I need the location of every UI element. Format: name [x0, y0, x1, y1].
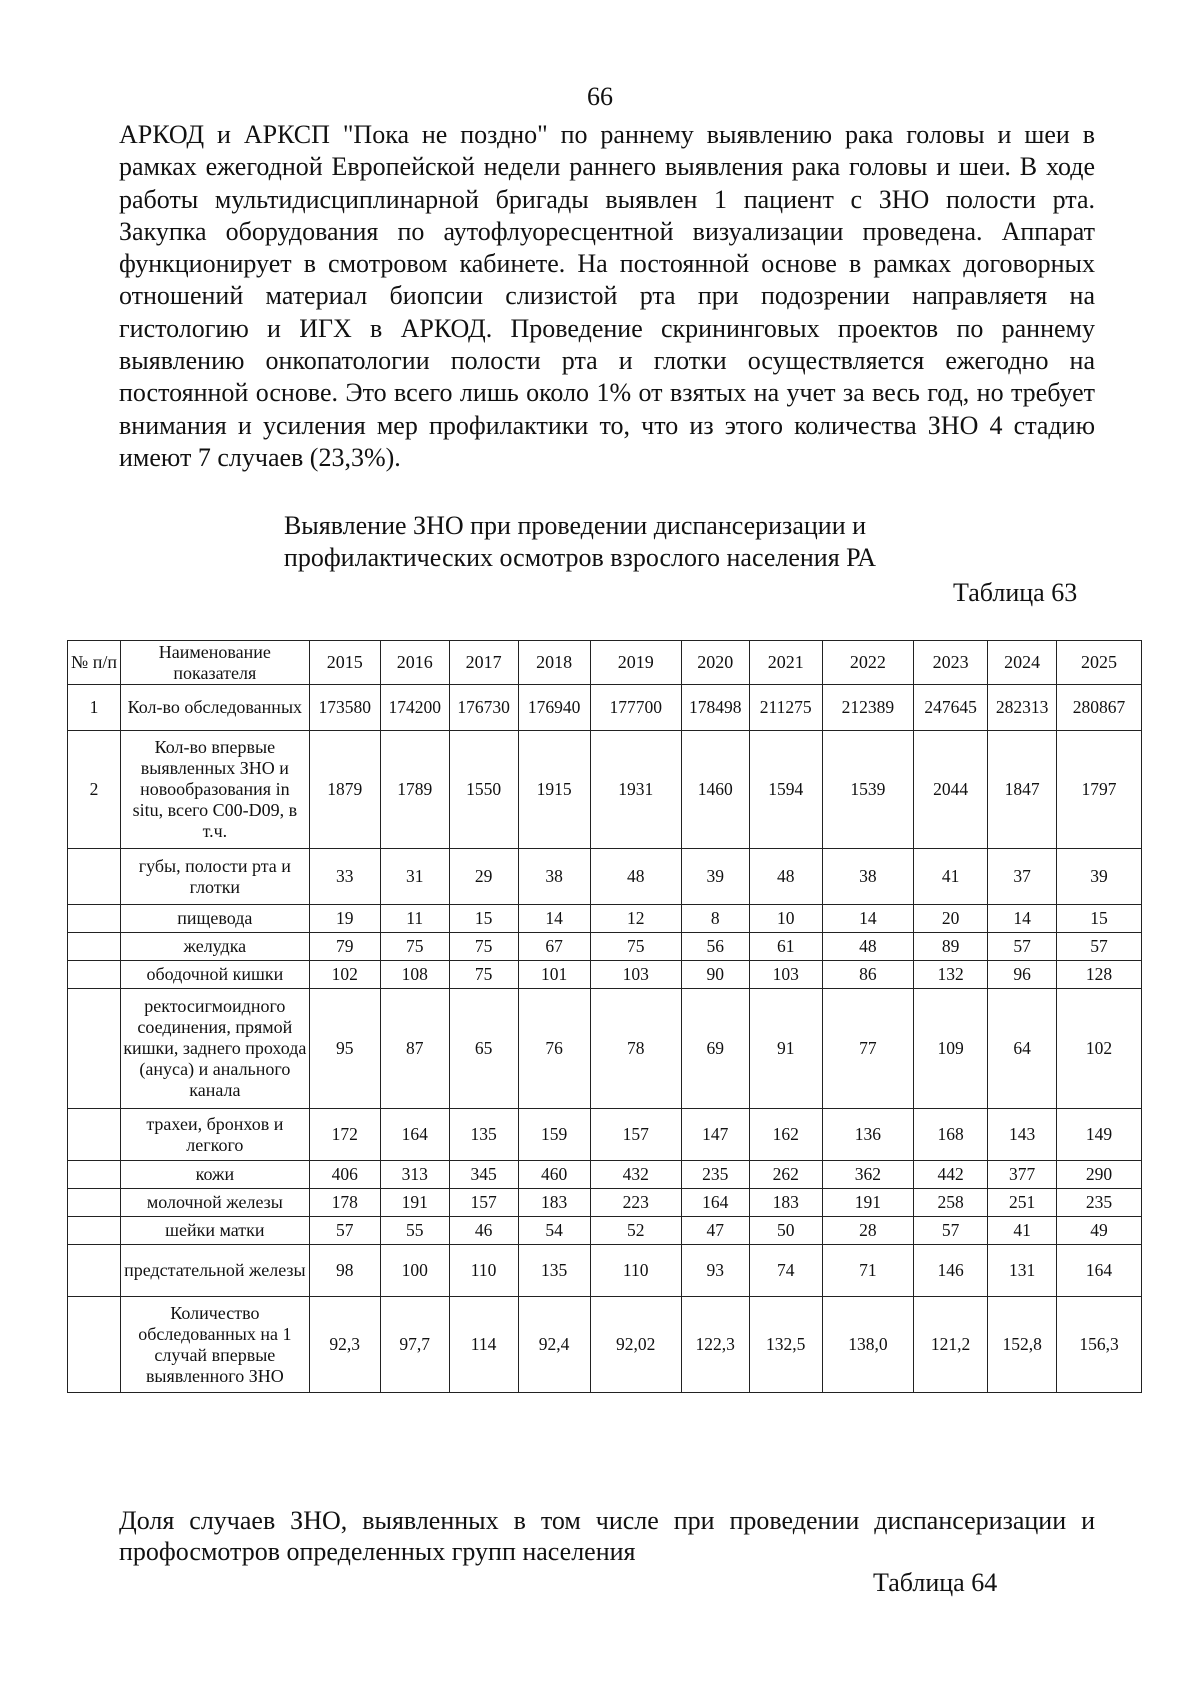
- value-cell: 77: [822, 989, 913, 1109]
- value-cell: 282313: [988, 685, 1057, 731]
- value-cell: 290: [1057, 1161, 1142, 1189]
- value-cell: 147: [681, 1109, 749, 1161]
- header-cell: 2015: [309, 641, 380, 685]
- value-cell: 460: [518, 1161, 590, 1189]
- indicator-name: трахеи, бронхов и легкого: [121, 1109, 310, 1161]
- value-cell: 164: [681, 1189, 749, 1217]
- value-cell: 1879: [309, 731, 380, 849]
- row-number: [68, 1189, 121, 1217]
- value-cell: 15: [1057, 905, 1142, 933]
- value-cell: 1789: [380, 731, 449, 849]
- value-cell: 128: [1057, 961, 1142, 989]
- value-cell: 177700: [590, 685, 681, 731]
- value-cell: 132,5: [749, 1297, 822, 1393]
- value-cell: 191: [380, 1189, 449, 1217]
- table-row: [68, 731, 1142, 849]
- value-cell: 98: [309, 1245, 380, 1297]
- value-cell: 1539: [822, 731, 913, 849]
- row-number: [68, 989, 121, 1109]
- value-cell: 28: [822, 1217, 913, 1245]
- value-cell: 93: [681, 1245, 749, 1297]
- value-cell: 46: [449, 1217, 518, 1245]
- value-cell: 1915: [518, 731, 590, 849]
- value-cell: 178498: [681, 685, 749, 731]
- value-cell: 122,3: [681, 1297, 749, 1393]
- value-cell: 109: [913, 989, 987, 1109]
- value-cell: 103: [749, 961, 822, 989]
- value-cell: 48: [749, 849, 822, 905]
- value-cell: 89: [913, 933, 987, 961]
- value-cell: 50: [749, 1217, 822, 1245]
- row-number: [68, 1109, 121, 1161]
- value-cell: 57: [988, 933, 1057, 961]
- indicator-name: ободочной кишки: [121, 961, 310, 989]
- table-caption-line2: профилактических осмотров взрослого населения РА: [283, 543, 877, 572]
- value-cell: 76: [518, 989, 590, 1109]
- value-cell: 38: [518, 849, 590, 905]
- value-cell: 10: [749, 905, 822, 933]
- body-paragraph-2: Доля случаев ЗНО, выявленных в том числе при проведении диспансеризации и профосмотров определенных групп населения: [119, 1506, 1095, 1566]
- value-cell: 103: [590, 961, 681, 989]
- value-cell: 78: [590, 989, 681, 1109]
- value-cell: 64: [988, 989, 1057, 1109]
- value-cell: 235: [681, 1161, 749, 1189]
- indicator-name: молочной железы: [121, 1189, 310, 1217]
- value-cell: 41: [913, 849, 987, 905]
- value-cell: 280867: [1057, 685, 1142, 731]
- value-cell: 132: [913, 961, 987, 989]
- header-cell: 2022: [822, 641, 913, 685]
- value-cell: 432: [590, 1161, 681, 1189]
- value-cell: 235: [1057, 1189, 1142, 1217]
- value-cell: 15: [449, 905, 518, 933]
- value-cell: 39: [681, 849, 749, 905]
- value-cell: 57: [1057, 933, 1142, 961]
- value-cell: 74: [749, 1245, 822, 1297]
- table-row: [68, 849, 1142, 905]
- value-cell: 54: [518, 1217, 590, 1245]
- value-cell: 97,7: [380, 1297, 449, 1393]
- table-row: [68, 1217, 1142, 1245]
- value-cell: 136: [822, 1109, 913, 1161]
- value-cell: 92,4: [518, 1297, 590, 1393]
- value-cell: 57: [309, 1217, 380, 1245]
- indicator-name: пищевода: [121, 905, 310, 933]
- value-cell: 47: [681, 1217, 749, 1245]
- value-cell: 162: [749, 1109, 822, 1161]
- value-cell: 29: [449, 849, 518, 905]
- value-cell: 176730: [449, 685, 518, 731]
- value-cell: 176940: [518, 685, 590, 731]
- page-number: 66: [587, 82, 613, 111]
- value-cell: 362: [822, 1161, 913, 1189]
- header-cell: 2017: [449, 641, 518, 685]
- value-cell: 75: [380, 933, 449, 961]
- value-cell: 157: [449, 1189, 518, 1217]
- value-cell: 75: [590, 933, 681, 961]
- value-cell: 110: [590, 1245, 681, 1297]
- body-paragraph: АРКОД и АРКСП "Пока не поздно" по раннему выявлению рака головы и шеи в рамках ежегодной Европейской недели раннего выявления рака головы и шеи. В ходе работы мультидисциплинарной бригады выявлен 1 пациент с ЗНО полости рта. Закупка оборудования по аутофлуоресцентной визуализации проведена. Аппарат функционирует в смотровом кабинете. На постоянной основе в рамках договорных отношений материал биопсии слизистой рта при подозрении направляетя на гистологию и ИГХ в АРКОД. Проведение скрининговых проектов по раннему выявлению онкопатологии полости рта и глотки осуществляется ежегодно на постоянной основе. Это всего лишь около 1% от взятых на учет за весь год, но требует внимания и усиления мер профилактики то, что из этого количества ЗНО 4 стадию имеют 7 случаев (23,3%).: [119, 120, 1095, 472]
- value-cell: 110: [449, 1245, 518, 1297]
- table-header-row: [68, 641, 1142, 685]
- value-cell: 101: [518, 961, 590, 989]
- table-row: [68, 685, 1142, 731]
- value-cell: 178: [309, 1189, 380, 1217]
- value-cell: 262: [749, 1161, 822, 1189]
- row-number: [68, 1161, 121, 1189]
- value-cell: 48: [822, 933, 913, 961]
- value-cell: 258: [913, 1189, 987, 1217]
- value-cell: 67: [518, 933, 590, 961]
- value-cell: 56: [681, 933, 749, 961]
- value-cell: 100: [380, 1245, 449, 1297]
- value-cell: 211275: [749, 685, 822, 731]
- row-number: [68, 961, 121, 989]
- header-cell: 2018: [518, 641, 590, 685]
- value-cell: 251: [988, 1189, 1057, 1217]
- value-cell: 37: [988, 849, 1057, 905]
- indicator-name: Кол-во впервые выявленных ЗНО и новообразования in situ, всего С00-D09, в т.ч.: [121, 731, 310, 849]
- value-cell: 48: [590, 849, 681, 905]
- value-cell: 164: [1057, 1245, 1142, 1297]
- value-cell: 33: [309, 849, 380, 905]
- value-cell: 138,0: [822, 1297, 913, 1393]
- indicator-name: предстательной железы: [121, 1245, 310, 1297]
- value-cell: 1550: [449, 731, 518, 849]
- table-row: [68, 1297, 1142, 1393]
- table-row: [68, 933, 1142, 961]
- value-cell: 87: [380, 989, 449, 1109]
- value-cell: 173580: [309, 685, 380, 731]
- value-cell: 49: [1057, 1217, 1142, 1245]
- value-cell: 135: [518, 1245, 590, 1297]
- value-cell: 143: [988, 1109, 1057, 1161]
- value-cell: 39: [1057, 849, 1142, 905]
- row-number: 1: [68, 685, 121, 731]
- value-cell: 1847: [988, 731, 1057, 849]
- value-cell: 1931: [590, 731, 681, 849]
- table-caption-line1: Выявление ЗНО при проведении диспансеризации и: [283, 511, 867, 540]
- value-cell: 8: [681, 905, 749, 933]
- value-cell: 212389: [822, 685, 913, 731]
- header-cell: Наименование показателя: [121, 641, 310, 685]
- value-cell: 442: [913, 1161, 987, 1189]
- header-cell: 2020: [681, 641, 749, 685]
- header-cell: 2024: [988, 641, 1057, 685]
- row-number: [68, 1217, 121, 1245]
- value-cell: 14: [822, 905, 913, 933]
- header-cell: 2023: [913, 641, 987, 685]
- value-cell: 406: [309, 1161, 380, 1189]
- value-cell: 156,3: [1057, 1297, 1142, 1393]
- value-cell: 108: [380, 961, 449, 989]
- value-cell: 146: [913, 1245, 987, 1297]
- header-cell: 2021: [749, 641, 822, 685]
- indicator-name: шейки матки: [121, 1217, 310, 1245]
- value-cell: 20: [913, 905, 987, 933]
- value-cell: 31: [380, 849, 449, 905]
- value-cell: 174200: [380, 685, 449, 731]
- value-cell: 55: [380, 1217, 449, 1245]
- value-cell: 164: [380, 1109, 449, 1161]
- indicator-name: Кол-во обследованных: [121, 685, 310, 731]
- value-cell: 2044: [913, 731, 987, 849]
- value-cell: 183: [518, 1189, 590, 1217]
- value-cell: 102: [309, 961, 380, 989]
- value-cell: 95: [309, 989, 380, 1109]
- value-cell: 1460: [681, 731, 749, 849]
- table-row: [68, 1109, 1142, 1161]
- value-cell: 183: [749, 1189, 822, 1217]
- value-cell: 135: [449, 1109, 518, 1161]
- value-cell: 1594: [749, 731, 822, 849]
- row-number: [68, 1245, 121, 1297]
- value-cell: 1797: [1057, 731, 1142, 849]
- value-cell: 377: [988, 1161, 1057, 1189]
- value-cell: 11: [380, 905, 449, 933]
- header-cell: 2019: [590, 641, 681, 685]
- value-cell: 92,02: [590, 1297, 681, 1393]
- value-cell: 91: [749, 989, 822, 1109]
- value-cell: 75: [449, 961, 518, 989]
- indicator-name: желудка: [121, 933, 310, 961]
- value-cell: 19: [309, 905, 380, 933]
- value-cell: 14: [518, 905, 590, 933]
- value-cell: 69: [681, 989, 749, 1109]
- value-cell: 157: [590, 1109, 681, 1161]
- value-cell: 65: [449, 989, 518, 1109]
- row-number: [68, 849, 121, 905]
- table-row: [68, 1245, 1142, 1297]
- value-cell: 92,3: [309, 1297, 380, 1393]
- indicator-name: ректосигмоидного соединения, прямой кишки, заднего прохода (ануса) и анального канала: [121, 989, 310, 1109]
- value-cell: 191: [822, 1189, 913, 1217]
- value-cell: 131: [988, 1245, 1057, 1297]
- value-cell: 96: [988, 961, 1057, 989]
- data-table: [67, 640, 1142, 1393]
- header-cell: 2025: [1057, 641, 1142, 685]
- value-cell: 14: [988, 905, 1057, 933]
- value-cell: 79: [309, 933, 380, 961]
- table-label-64: Таблица 64: [873, 1568, 998, 1597]
- value-cell: 41: [988, 1217, 1057, 1245]
- value-cell: 159: [518, 1109, 590, 1161]
- value-cell: 75: [449, 933, 518, 961]
- table-label: Таблица 63: [953, 578, 1078, 607]
- indicator-name: губы, полости рта и глотки: [121, 849, 310, 905]
- value-cell: 114: [449, 1297, 518, 1393]
- table-row: [68, 1161, 1142, 1189]
- value-cell: 223: [590, 1189, 681, 1217]
- value-cell: 90: [681, 961, 749, 989]
- value-cell: 121,2: [913, 1297, 987, 1393]
- row-number: [68, 1297, 121, 1393]
- row-number: 2: [68, 731, 121, 849]
- value-cell: 102: [1057, 989, 1142, 1109]
- header-cell: 2016: [380, 641, 449, 685]
- value-cell: 61: [749, 933, 822, 961]
- table-row: [68, 989, 1142, 1109]
- value-cell: 86: [822, 961, 913, 989]
- value-cell: 57: [913, 1217, 987, 1245]
- header-cell: № п/п: [68, 641, 121, 685]
- value-cell: 71: [822, 1245, 913, 1297]
- value-cell: 12: [590, 905, 681, 933]
- value-cell: 168: [913, 1109, 987, 1161]
- value-cell: 313: [380, 1161, 449, 1189]
- table-row: [68, 905, 1142, 933]
- indicator-name: Количество обследованных на 1 случай впервые выявленного ЗНО: [121, 1297, 310, 1393]
- value-cell: 247645: [913, 685, 987, 731]
- row-number: [68, 933, 121, 961]
- value-cell: 52: [590, 1217, 681, 1245]
- table-row: [68, 961, 1142, 989]
- value-cell: 149: [1057, 1109, 1142, 1161]
- table-row: [68, 1189, 1142, 1217]
- indicator-name: кожи: [121, 1161, 310, 1189]
- value-cell: 172: [309, 1109, 380, 1161]
- value-cell: 152,8: [988, 1297, 1057, 1393]
- row-number: [68, 905, 121, 933]
- value-cell: 38: [822, 849, 913, 905]
- value-cell: 345: [449, 1161, 518, 1189]
